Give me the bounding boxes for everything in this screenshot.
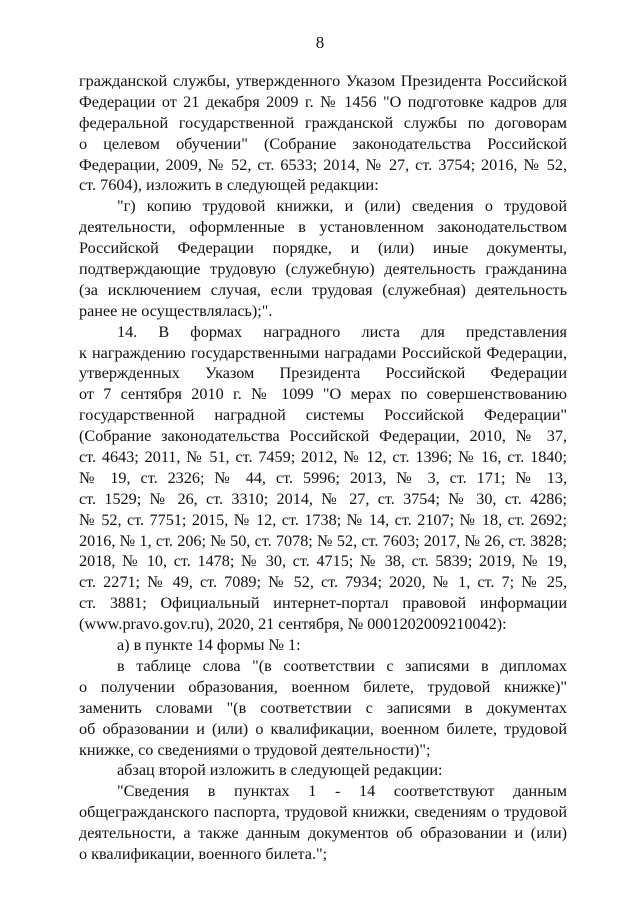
text-line: "г) копию трудовой книжки, и (или) сведения о трудовой bbox=[117, 197, 567, 216]
text-line: книжке, со сведениями о трудовой деятельности)"; bbox=[79, 740, 431, 759]
text-line: о квалификации, военного билета."; bbox=[79, 844, 328, 863]
text-line: подтверждающие трудовую (служебную) деятельность гражданина bbox=[79, 260, 567, 279]
text-line: об образовании и (или) о квалификации, военном билете, трудовой bbox=[79, 719, 567, 738]
text-line: абзац второй изложить в следующей редакции: bbox=[117, 761, 443, 780]
text-line: ст. 2271; № 49, ст. 7089; № 52, ст. 7934; 2020, № 1, ст. 7; № 25, bbox=[79, 573, 567, 592]
text-line: ст. 4643; 2011, № 51, ст. 7459; 2012, № 12, ст. 1396; № 16, ст. 1840; bbox=[79, 448, 567, 467]
document-body bbox=[79, 71, 567, 865]
text-line: общегражданского паспорта, трудовой книжки, сведениям о трудовой bbox=[79, 803, 567, 822]
text-line: Федерации, 2009, № 52, ст. 6533; 2014, № 27, ст. 3754; 2016, № 52, bbox=[79, 155, 567, 174]
text-line: к награждению государственными наградами Российской Федерации, bbox=[79, 343, 567, 362]
text-line: Федерации от 21 декабря 2009 г. № 1456 "О подготовке кадров для bbox=[79, 92, 567, 111]
text-line: гражданской службы, утвержденного Указом Президента Российской bbox=[79, 72, 567, 90]
text-line: Российской Федерации порядке, и (или) иные документы, bbox=[79, 239, 567, 258]
text-line: ст. 3881; Официальный интернет-портал правовой информации bbox=[79, 594, 567, 613]
text-line: от 7 сентября 2010 г. № 1099 "О мерах по совершенствованию bbox=[79, 385, 567, 404]
text-line: ст. 7604), изложить в следующей редакции: bbox=[79, 176, 379, 195]
text-line: № 19, ст. 2326; № 44, ст. 5996; 2013, № 3, ст. 171; № 13, bbox=[79, 468, 567, 487]
page-number: 8 bbox=[315, 33, 325, 52]
text-line: (www.pravo.gov.ru), 2020, 21 сентября, № 0001202009210042): bbox=[79, 615, 507, 634]
text-line: в таблице слова "(в соответствии с записями в дипломах bbox=[117, 656, 567, 675]
text-line: о получении образования, военном билете, трудовой книжке)" bbox=[79, 677, 567, 696]
text-line: (Собрание законодательства Российской Федерации, 2010, № 37, bbox=[79, 427, 567, 446]
text-line: (за исключением случая, если трудовая (служебная) деятельность bbox=[79, 280, 567, 299]
text-line: № 52, ст. 7751; 2015, № 12, ст. 1738; № 14, ст. 2107; № 18, ст. 2692; bbox=[79, 510, 567, 529]
text-line: государственной наградной системы Российской Федерации" bbox=[79, 406, 567, 425]
text-line: деятельности, а также данным документов об образовании и (или) bbox=[79, 824, 567, 843]
text-line: федеральной государственной гражданской службы по договорам bbox=[79, 113, 567, 132]
text-line: 2018, № 10, ст. 1478; № 30, ст. 4715; № 38, ст. 5839; 2019, № 19, bbox=[79, 552, 567, 571]
text-line: ст. 1529; № 26, ст. 3310; 2014, № 27, ст. 3754; № 30, ст. 4286; bbox=[79, 489, 567, 508]
text-line: деятельности, оформленные в установленном законодательством bbox=[79, 218, 567, 237]
text-line: ранее не осуществлялась);". bbox=[79, 301, 273, 320]
text-line: 14. В формах наградного листа для представления bbox=[117, 322, 567, 341]
text-line: "Сведения в пунктах 1 - 14 соответствуют данным bbox=[117, 782, 567, 801]
text-line: утвержденных Указом Президента Российской Федерации bbox=[79, 364, 567, 383]
text-line: о целевом обучении" (Собрание законодательства Российской bbox=[79, 134, 567, 153]
text-line: заменить словами "(в соответствии с записями в документах bbox=[79, 698, 567, 717]
text-line: а) в пункте 14 формы № 1: bbox=[117, 636, 301, 655]
text-line: 2016, № 1, ст. 206; № 50, ст. 7078; № 52, ст. 7603; 2017, № 26, ст. 3828; bbox=[79, 531, 567, 550]
